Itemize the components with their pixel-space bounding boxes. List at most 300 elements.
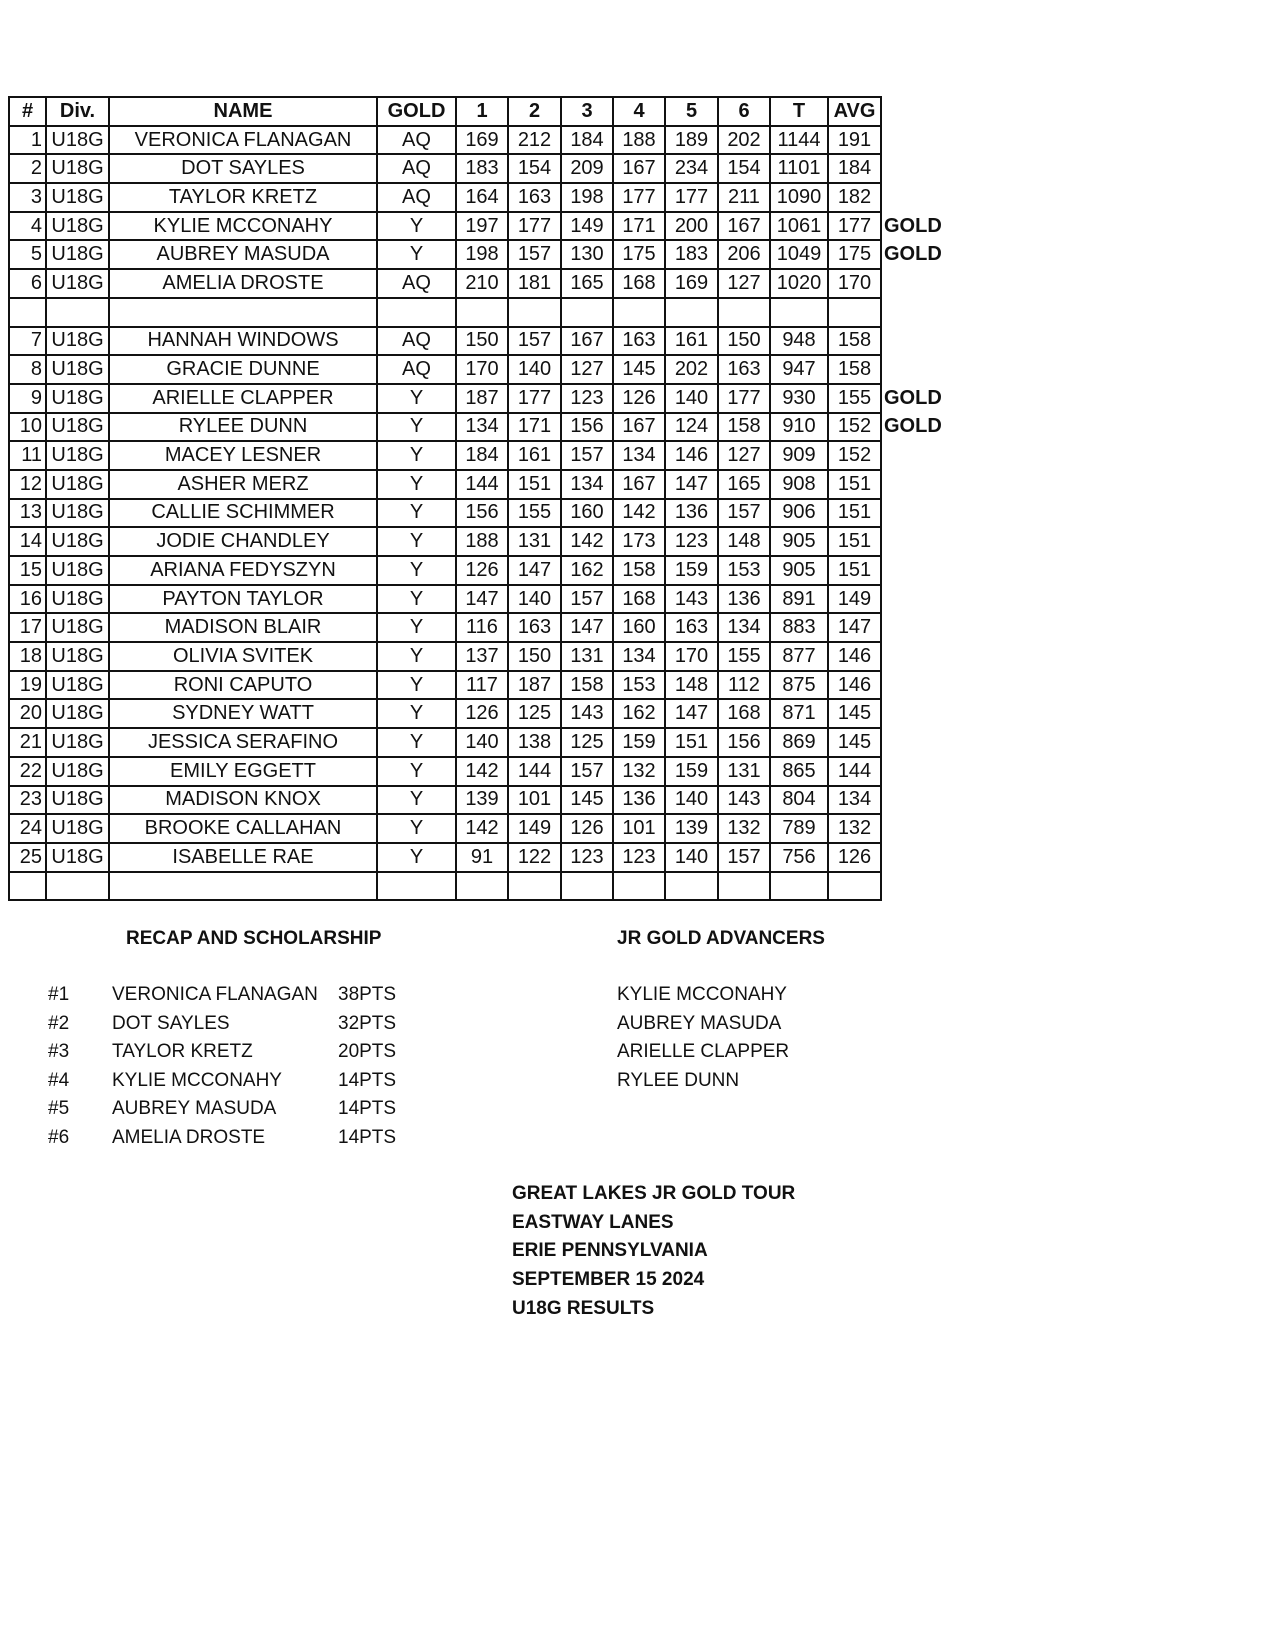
row-gold-status: Y xyxy=(377,441,456,470)
row-gold-note xyxy=(881,556,943,585)
row-name xyxy=(109,298,377,327)
row-average xyxy=(828,298,881,327)
row-name: JESSICA SERAFINO xyxy=(109,728,377,757)
row-rank: 5 xyxy=(9,240,46,269)
row-total: 1049 xyxy=(770,240,828,269)
row-game-5: 148 xyxy=(665,671,718,700)
row-total: 1090 xyxy=(770,183,828,212)
row-game-5: 140 xyxy=(665,384,718,413)
row-average: 152 xyxy=(828,413,881,442)
row-game-2: 171 xyxy=(508,413,561,442)
header-game-6: 6 xyxy=(718,97,770,126)
row-total: 1061 xyxy=(770,212,828,241)
header-div: Div. xyxy=(46,97,109,126)
row-game-2: 122 xyxy=(508,843,561,872)
results-table xyxy=(8,96,944,901)
row-gold-status: Y xyxy=(377,757,456,786)
table-row xyxy=(9,240,943,269)
row-name: ISABELLE RAE xyxy=(109,843,377,872)
row-game-1: 156 xyxy=(456,499,508,528)
row-game-4: 153 xyxy=(613,671,665,700)
row-gold-note xyxy=(881,757,943,786)
row-rank: 19 xyxy=(9,671,46,700)
row-average: 145 xyxy=(828,728,881,757)
row-game-2: 157 xyxy=(508,327,561,356)
row-game-4: 134 xyxy=(613,642,665,671)
row-name: EMILY EGGETT xyxy=(109,757,377,786)
row-game-1: 198 xyxy=(456,240,508,269)
table-row xyxy=(9,843,943,872)
row-total: 905 xyxy=(770,556,828,585)
row-game-6: 177 xyxy=(718,384,770,413)
recap-name: KYLIE MCCONAHY xyxy=(112,1069,282,1091)
row-game-5: 136 xyxy=(665,499,718,528)
row-rank: 7 xyxy=(9,327,46,356)
row-average: 132 xyxy=(828,814,881,843)
row-game-4: 159 xyxy=(613,728,665,757)
row-game-4: 162 xyxy=(613,699,665,728)
row-rank: 13 xyxy=(9,499,46,528)
row-game-5: 161 xyxy=(665,327,718,356)
row-game-1: 140 xyxy=(456,728,508,757)
row-game-3: 123 xyxy=(561,843,613,872)
row-gold-status xyxy=(377,872,456,901)
row-game-4: 123 xyxy=(613,843,665,872)
row-game-6: 163 xyxy=(718,355,770,384)
row-gold-note xyxy=(881,298,943,327)
row-game-5: 189 xyxy=(665,126,718,155)
row-game-4: 168 xyxy=(613,269,665,298)
header-avg: AVG xyxy=(828,97,881,126)
recap-points: 14PTS xyxy=(338,1098,397,1120)
row-game-5: 159 xyxy=(665,757,718,786)
row-gold-status xyxy=(377,298,456,327)
row-average xyxy=(828,872,881,901)
row-game-4: 160 xyxy=(613,613,665,642)
row-game-1: 144 xyxy=(456,470,508,499)
table-row xyxy=(9,728,943,757)
row-name: GRACIE DUNNE xyxy=(109,355,377,384)
row-name: KYLIE MCCONAHY xyxy=(109,212,377,241)
row-gold-status: Y xyxy=(377,786,456,815)
row-name: ASHER MERZ xyxy=(109,470,377,499)
header-game-3: 3 xyxy=(561,97,613,126)
row-game-6: 211 xyxy=(718,183,770,212)
row-division: U18G xyxy=(46,240,109,269)
row-total: 804 xyxy=(770,786,828,815)
row-game-3: 123 xyxy=(561,384,613,413)
row-game-6: 112 xyxy=(718,671,770,700)
row-game-2 xyxy=(508,872,561,901)
row-average: 184 xyxy=(828,154,881,183)
row-average: 144 xyxy=(828,757,881,786)
row-name: TAYLOR KRETZ xyxy=(109,183,377,212)
row-total: 906 xyxy=(770,499,828,528)
row-division: U18G xyxy=(46,441,109,470)
table-row xyxy=(9,298,943,327)
row-game-1: 170 xyxy=(456,355,508,384)
row-gold-note xyxy=(881,154,943,183)
table-row xyxy=(9,527,943,556)
row-average: 151 xyxy=(828,499,881,528)
header-rank: # xyxy=(9,97,46,126)
row-gold-note: GOLD xyxy=(884,386,942,409)
row-gold-note xyxy=(881,499,943,528)
row-game-1: 164 xyxy=(456,183,508,212)
row-game-3: 157 xyxy=(561,585,613,614)
row-game-2: 212 xyxy=(508,126,561,155)
row-game-5: 163 xyxy=(665,613,718,642)
table-row xyxy=(9,872,943,901)
row-game-4: 173 xyxy=(613,527,665,556)
row-game-2: 131 xyxy=(508,527,561,556)
row-gold-note xyxy=(881,527,943,556)
row-rank: 10 xyxy=(9,413,46,442)
row-game-6: 153 xyxy=(718,556,770,585)
table-row xyxy=(9,699,943,728)
row-total: 869 xyxy=(770,728,828,757)
header-game-4: 4 xyxy=(613,97,665,126)
row-total: 875 xyxy=(770,671,828,700)
row-gold-note xyxy=(881,183,943,212)
row-gold-note: GOLD xyxy=(884,415,942,438)
recap-points: 14PTS xyxy=(338,1127,397,1148)
row-rank: 21 xyxy=(9,728,46,757)
row-gold-note xyxy=(881,843,943,872)
row-average: 158 xyxy=(828,355,881,384)
row-total: 910 xyxy=(770,413,828,442)
row-game-6: 154 xyxy=(718,154,770,183)
table-row xyxy=(9,556,943,585)
row-game-1: 187 xyxy=(456,384,508,413)
row-game-1: 210 xyxy=(456,269,508,298)
table-row xyxy=(9,814,943,843)
row-rank: 3 xyxy=(9,183,46,212)
row-game-5: 139 xyxy=(665,814,718,843)
row-name: PAYTON TAYLOR xyxy=(109,585,377,614)
recap-name: DOT SAYLES xyxy=(112,1012,230,1034)
row-game-3: 126 xyxy=(561,814,613,843)
row-division: U18G xyxy=(46,699,109,728)
results-body xyxy=(9,126,943,901)
table-row xyxy=(9,384,943,413)
row-game-2: 155 xyxy=(508,499,561,528)
row-total: 891 xyxy=(770,585,828,614)
row-division: U18G xyxy=(46,786,109,815)
row-game-6: 155 xyxy=(718,642,770,671)
row-gold-status: Y xyxy=(377,240,456,269)
recap-place: #5 xyxy=(48,1098,70,1120)
row-total: 1144 xyxy=(770,126,828,155)
row-division: U18G xyxy=(46,757,109,786)
row-game-6: 136 xyxy=(718,585,770,614)
row-game-1: 142 xyxy=(456,814,508,843)
row-name: MADISON KNOX xyxy=(109,786,377,815)
row-game-2: 181 xyxy=(508,269,561,298)
row-division: U18G xyxy=(46,154,109,183)
row-gold-note xyxy=(881,671,943,700)
row-gold-status: Y xyxy=(377,384,456,413)
row-game-4: 163 xyxy=(613,327,665,356)
header-note xyxy=(881,97,943,126)
row-total: 871 xyxy=(770,699,828,728)
row-total: 1101 xyxy=(770,154,828,183)
row-game-1: 188 xyxy=(456,527,508,556)
row-game-5: 123 xyxy=(665,527,718,556)
row-division: U18G xyxy=(46,843,109,872)
row-gold-status: Y xyxy=(377,499,456,528)
row-average: 134 xyxy=(828,786,881,815)
row-name: ARIANA FEDYSZYN xyxy=(109,556,377,585)
row-game-6: 168 xyxy=(718,699,770,728)
row-game-3: 157 xyxy=(561,441,613,470)
row-rank: 15 xyxy=(9,556,46,585)
row-game-5: 169 xyxy=(665,269,718,298)
row-gold-note xyxy=(881,126,943,155)
row-game-2: 157 xyxy=(508,240,561,269)
row-game-1: 169 xyxy=(456,126,508,155)
row-game-5: 234 xyxy=(665,154,718,183)
row-average: 191 xyxy=(828,126,881,155)
row-average: 151 xyxy=(828,470,881,499)
recap-name: AUBREY MASUDA xyxy=(112,1098,277,1120)
row-gold-status: AQ xyxy=(377,183,456,212)
recap-points: 20PTS xyxy=(338,1041,397,1063)
row-total xyxy=(770,298,828,327)
row-game-5: 143 xyxy=(665,585,718,614)
row-game-5: 140 xyxy=(665,843,718,872)
recap-points: 14PTS xyxy=(338,1069,397,1091)
row-rank: 11 xyxy=(9,441,46,470)
row-gold-note xyxy=(881,642,943,671)
row-division: U18G xyxy=(46,556,109,585)
header-game-1: 1 xyxy=(456,97,508,126)
row-game-2: 144 xyxy=(508,757,561,786)
row-division: U18G xyxy=(46,728,109,757)
row-game-4: 145 xyxy=(613,355,665,384)
row-game-4: 134 xyxy=(613,441,665,470)
row-gold-status: AQ xyxy=(377,355,456,384)
row-gold-status: AQ xyxy=(377,154,456,183)
row-game-6: 134 xyxy=(718,613,770,642)
row-game-5: 170 xyxy=(665,642,718,671)
row-game-4 xyxy=(613,298,665,327)
recap-place: #1 xyxy=(48,984,70,1005)
row-game-5 xyxy=(665,872,718,901)
row-division: U18G xyxy=(46,470,109,499)
row-game-4: 126 xyxy=(613,384,665,413)
row-gold-note xyxy=(881,470,943,499)
row-game-4: 167 xyxy=(613,413,665,442)
event-info-line: SEPTEMBER 15 2024 xyxy=(512,1269,705,1291)
row-total: 948 xyxy=(770,327,828,356)
row-division: U18G xyxy=(46,327,109,356)
row-rank xyxy=(9,872,46,901)
row-name: VERONICA FLANAGAN xyxy=(109,126,377,155)
event-info-line: GREAT LAKES JR GOLD TOUR xyxy=(512,1183,796,1204)
row-game-6: 127 xyxy=(718,441,770,470)
header-game-5: 5 xyxy=(665,97,718,126)
event-info-line: ERIE PENNSYLVANIA xyxy=(512,1240,708,1262)
table-row xyxy=(9,126,943,155)
row-division: U18G xyxy=(46,671,109,700)
row-game-2: 163 xyxy=(508,183,561,212)
row-game-3: 143 xyxy=(561,699,613,728)
row-gold-status: AQ xyxy=(377,269,456,298)
row-average: 151 xyxy=(828,527,881,556)
row-game-6: 157 xyxy=(718,843,770,872)
row-total: 908 xyxy=(770,470,828,499)
row-game-5 xyxy=(665,298,718,327)
row-name: ARIELLE CLAPPER xyxy=(109,384,377,413)
row-game-4: 171 xyxy=(613,212,665,241)
row-average: 155 xyxy=(828,384,881,413)
row-rank xyxy=(9,298,46,327)
table-row xyxy=(9,613,943,642)
row-gold-status: Y xyxy=(377,843,456,872)
row-division xyxy=(46,872,109,901)
row-division: U18G xyxy=(46,183,109,212)
row-game-2: 154 xyxy=(508,154,561,183)
row-game-2: 151 xyxy=(508,470,561,499)
row-game-3: 167 xyxy=(561,327,613,356)
advancer-name: KYLIE MCCONAHY xyxy=(617,984,787,1005)
table-row xyxy=(9,413,943,442)
row-average: 175 xyxy=(828,240,881,269)
row-rank: 9 xyxy=(9,384,46,413)
header-gold: GOLD xyxy=(377,97,456,126)
advancers-list xyxy=(617,984,789,1099)
table-row xyxy=(9,327,943,356)
row-game-5: 177 xyxy=(665,183,718,212)
row-total xyxy=(770,872,828,901)
row-average: 146 xyxy=(828,671,881,700)
row-gold-note xyxy=(881,327,943,356)
row-division: U18G xyxy=(46,527,109,556)
row-game-1: 134 xyxy=(456,413,508,442)
row-division xyxy=(46,298,109,327)
table-row xyxy=(9,499,943,528)
row-game-2: 101 xyxy=(508,786,561,815)
row-gold-note xyxy=(881,585,943,614)
row-division: U18G xyxy=(46,384,109,413)
row-game-1: 197 xyxy=(456,212,508,241)
row-game-4: 167 xyxy=(613,154,665,183)
row-game-1: 139 xyxy=(456,786,508,815)
row-game-1: 117 xyxy=(456,671,508,700)
recap-place: #4 xyxy=(48,1069,70,1091)
row-game-6: 206 xyxy=(718,240,770,269)
row-rank: 14 xyxy=(9,527,46,556)
row-game-2: 125 xyxy=(508,699,561,728)
row-average: 149 xyxy=(828,585,881,614)
row-name: AMELIA DROSTE xyxy=(109,269,377,298)
row-game-3: 134 xyxy=(561,470,613,499)
header-name: NAME xyxy=(109,97,377,126)
row-rank: 1 xyxy=(9,126,46,155)
row-game-4: 188 xyxy=(613,126,665,155)
row-game-3: 209 xyxy=(561,154,613,183)
row-game-3: 131 xyxy=(561,642,613,671)
row-game-5: 147 xyxy=(665,470,718,499)
table-row xyxy=(9,269,943,298)
row-name: HANNAH WINDOWS xyxy=(109,327,377,356)
row-game-6: 127 xyxy=(718,269,770,298)
row-gold-note xyxy=(881,728,943,757)
recap-title: RECAP AND SCHOLARSHIP xyxy=(126,928,382,949)
row-name: DOT SAYLES xyxy=(109,154,377,183)
row-game-2: 177 xyxy=(508,212,561,241)
row-total: 756 xyxy=(770,843,828,872)
row-game-2: 149 xyxy=(508,814,561,843)
row-game-6: 132 xyxy=(718,814,770,843)
row-rank: 2 xyxy=(9,154,46,183)
row-rank: 4 xyxy=(9,212,46,241)
row-division: U18G xyxy=(46,413,109,442)
row-total: 865 xyxy=(770,757,828,786)
recap-place: #2 xyxy=(48,1012,70,1034)
table-row xyxy=(9,355,943,384)
row-average: 182 xyxy=(828,183,881,212)
row-game-2: 163 xyxy=(508,613,561,642)
table-row xyxy=(9,642,943,671)
row-game-6 xyxy=(718,872,770,901)
table-row xyxy=(9,212,943,241)
row-game-6: 143 xyxy=(718,786,770,815)
row-gold-note: GOLD xyxy=(884,243,942,266)
row-gold-status: Y xyxy=(377,728,456,757)
table-row xyxy=(9,585,943,614)
row-average: 146 xyxy=(828,642,881,671)
row-game-1: 142 xyxy=(456,757,508,786)
row-game-5: 146 xyxy=(665,441,718,470)
row-game-5: 151 xyxy=(665,728,718,757)
recap-place: #3 xyxy=(48,1041,70,1063)
row-game-3: 158 xyxy=(561,671,613,700)
row-gold-note xyxy=(881,613,943,642)
row-division: U18G xyxy=(46,642,109,671)
row-game-6: 202 xyxy=(718,126,770,155)
row-game-5: 200 xyxy=(665,212,718,241)
row-game-3: 142 xyxy=(561,527,613,556)
row-game-1 xyxy=(456,872,508,901)
row-gold-status: Y xyxy=(377,527,456,556)
row-division: U18G xyxy=(46,613,109,642)
row-division: U18G xyxy=(46,585,109,614)
row-gold-status: Y xyxy=(377,470,456,499)
row-gold-status: Y xyxy=(377,613,456,642)
row-game-1: 150 xyxy=(456,327,508,356)
row-gold-note xyxy=(881,269,943,298)
row-game-5: 159 xyxy=(665,556,718,585)
row-average: 145 xyxy=(828,699,881,728)
row-game-4: 168 xyxy=(613,585,665,614)
row-game-6: 148 xyxy=(718,527,770,556)
row-average: 152 xyxy=(828,441,881,470)
row-total: 883 xyxy=(770,613,828,642)
table-row xyxy=(9,154,943,183)
row-total: 1020 xyxy=(770,269,828,298)
row-game-2: 138 xyxy=(508,728,561,757)
row-name: OLIVIA SVITEK xyxy=(109,642,377,671)
row-game-6: 165 xyxy=(718,470,770,499)
row-division: U18G xyxy=(46,269,109,298)
row-gold-status: Y xyxy=(377,699,456,728)
row-game-1: 147 xyxy=(456,585,508,614)
row-name xyxy=(109,872,377,901)
table-row xyxy=(9,671,943,700)
row-game-4: 132 xyxy=(613,757,665,786)
